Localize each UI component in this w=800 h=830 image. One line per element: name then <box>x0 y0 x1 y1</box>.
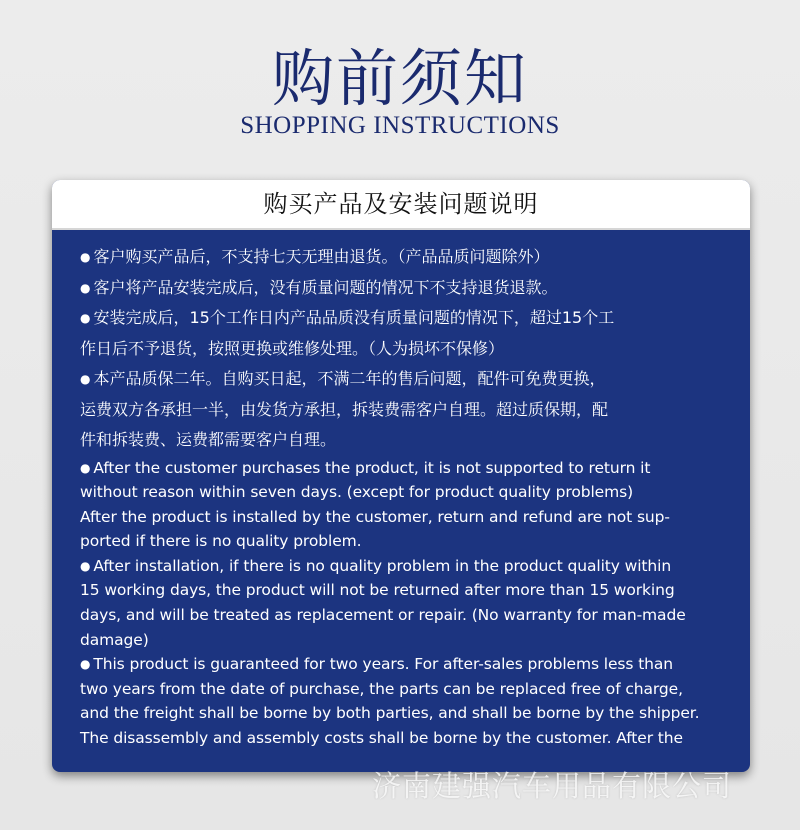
bullet-icon: ● <box>80 280 91 295</box>
en-line: and the freight shall be borne by both parties, and shall be borne by the shipper. <box>80 704 700 723</box>
en-line: 15 working days, the product will not be returned after more than 15 working <box>80 581 675 600</box>
en-line: without reason within seven days. (except for product quality problems) <box>80 483 634 502</box>
en-line: ● After the customer purchases the product, it is not supported to return it <box>80 456 744 481</box>
card-heading: 购买产品及安装问题说明 <box>52 180 750 230</box>
en-line: After the product is installed by the customer, return and refund are not sup- <box>80 507 670 526</box>
cn-line: ● 客户将产品安装完成后，没有质量问题的情况下不支持退货退款。 <box>80 273 744 304</box>
cn-line: 件和拆装费、运费都需要客户自理。 <box>80 430 337 449</box>
en-line: ● After installation, if there is no quality problem in the product quality within <box>80 554 744 579</box>
bullet-icon: ● <box>80 558 91 573</box>
en-line: damage) <box>80 630 149 649</box>
bullet-icon: ● <box>80 372 91 386</box>
cn-line: ● 客户购买产品后，不支持七天无理由退货。（产品品质问题除外） <box>80 242 744 273</box>
cn-line: ● 本产品质保二年。自购买日起，不满二年的售后问题，配件可免费更换， <box>80 364 744 395</box>
bullet-icon: ● <box>80 311 91 325</box>
cn-line: 作日后不予退货，按照更换或维修处理。（人为损坏不保修） <box>80 338 505 358</box>
en-line: ● This product is guaranteed for two years. For after-sales problems less than <box>80 652 744 677</box>
chinese-instructions <box>80 242 744 456</box>
page-title-en: SHOPPING INSTRUCTIONS <box>240 112 560 139</box>
en-line: days, and will be treated as replacement or repair. (No warranty for man-made <box>80 606 686 625</box>
en-line: two years from the date of purchase, the parts can be replaced free of charge, <box>80 679 683 698</box>
bullet-icon: ● <box>80 250 91 264</box>
card-body <box>80 242 744 751</box>
bullet-icon: ● <box>80 460 91 475</box>
en-line: ported if there is no quality problem. <box>80 532 362 551</box>
instructions-card <box>52 180 750 772</box>
company-watermark: 济南建强汽车用品有限公司 <box>372 769 733 803</box>
cn-line: ● 安装完成后，15个工作日内产品品质没有质量问题的情况下，超过15个工 <box>80 303 744 334</box>
en-line: The disassembly and assembly costs shall be borne by the customer. After the <box>80 729 683 748</box>
bullet-icon: ● <box>80 657 91 672</box>
cn-line: 运费双方各承担一半，由发货方承担，拆装费需客户自理。超过质保期，配 <box>80 399 609 419</box>
page-title-cn: 购前须知 <box>271 42 528 115</box>
english-instructions <box>80 456 744 751</box>
